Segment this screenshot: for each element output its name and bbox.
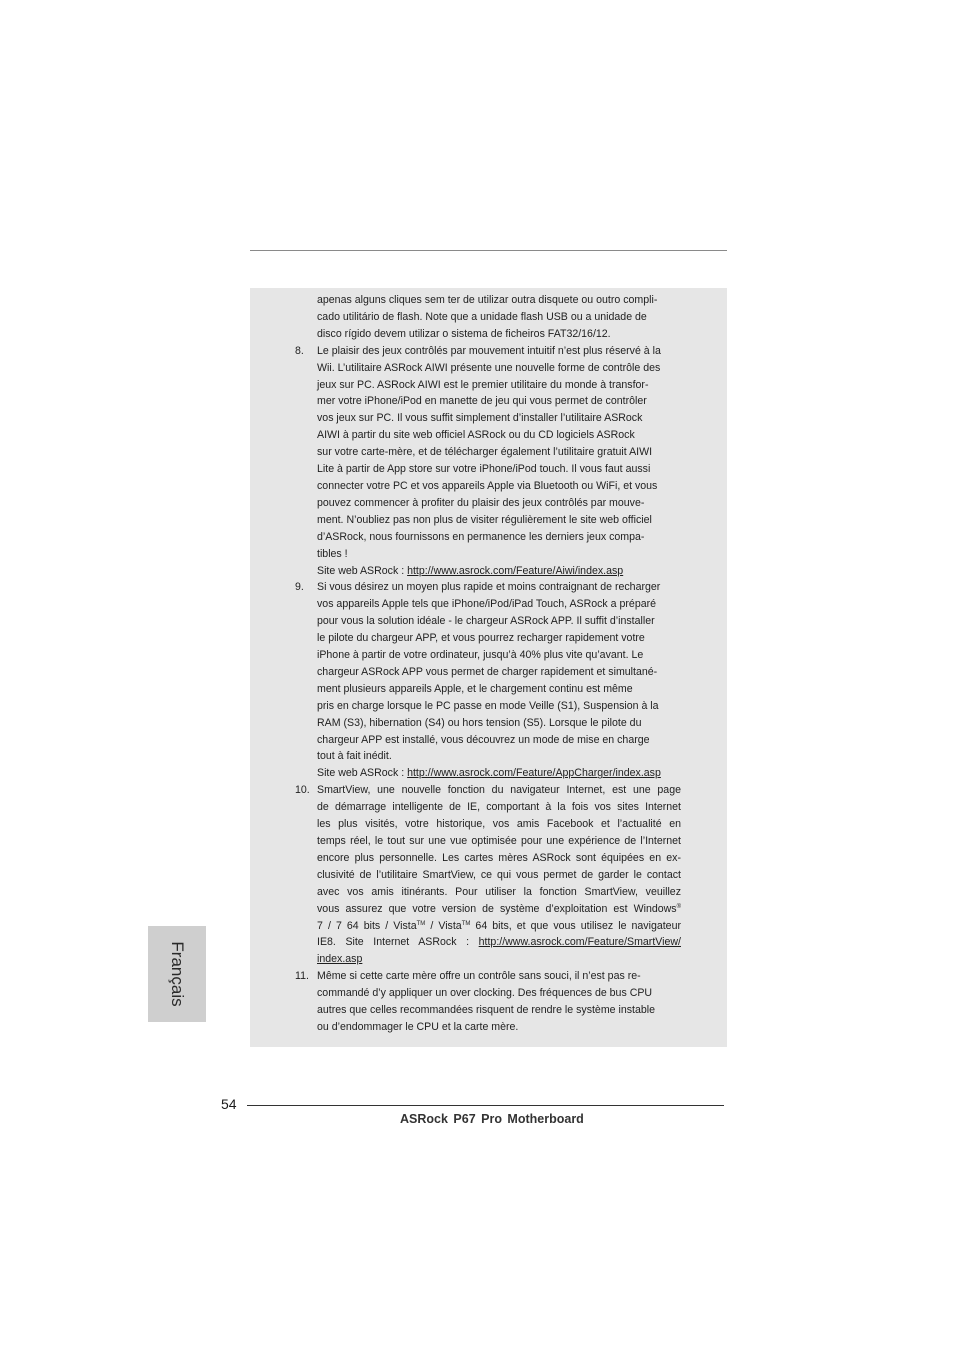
language-side-tab bbox=[148, 926, 206, 1022]
text-line: autres que celles recommandées risquent de rendre le système instable bbox=[317, 1004, 656, 1017]
text-line: sur votre carte-mère, et de télécharger également l’utilitaire gratuit AIWI bbox=[317, 446, 653, 459]
text-line bbox=[317, 901, 681, 918]
site-label: IE8. Site Internet ASRock : bbox=[317, 936, 479, 949]
text-line bbox=[317, 934, 681, 951]
text-line: tibles ! bbox=[317, 547, 348, 560]
text-line: pris en charge lorsque le PC passe en mode Veille (S1), Suspension à la bbox=[317, 699, 659, 712]
text-line: chargeur APP est installé, vous découvrez un mode de mise en charge bbox=[317, 733, 650, 746]
item-number: 9. bbox=[295, 581, 304, 594]
text-line: tout à fait inédit. bbox=[317, 750, 392, 763]
appcharger-link[interactable]: http://www.asrock.com/Feature/AppCharger/index.asp bbox=[407, 767, 661, 780]
aiwi-link[interactable]: http://www.asrock.com/Feature/Aiwi/index.asp bbox=[407, 564, 624, 577]
text-line: temps réel, le tout sur une vue optimisée pour une expérience de l’Internet bbox=[317, 835, 681, 847]
text-line: AIWI à partir du site web officiel ASRock ou du CD logiciels ASRock bbox=[317, 429, 635, 442]
content-panel bbox=[250, 288, 727, 1047]
text-line: pour vous la solution idéale - le chargeur ASRock APP. Il suffit d’installer bbox=[317, 615, 655, 628]
text-line: Lite à partir de App store sur votre iPhone/iPod touch. Il vous faut aussi bbox=[317, 463, 651, 476]
text-line: connecter votre PC et vos appareils Apple via Bluetooth ou WiFi, et vous bbox=[317, 479, 658, 492]
language-label: Français bbox=[168, 941, 187, 1007]
text-line: apenas alguns cliques sem ter de utilizar outra disquete ou outro compli- bbox=[317, 294, 658, 306]
text-line: jeux sur PC. ASRock AIWI est le premier utilitaire du monde à transfor- bbox=[317, 378, 649, 391]
vista-text-c: 64 bits, et que vous utilisez le navigateur bbox=[470, 919, 681, 932]
list-item-9 bbox=[250, 579, 681, 765]
text-line: Si vous désirez un moyen plus rapide et moins contraignant de recharger bbox=[317, 581, 661, 594]
text-line: ou d’endommager le CPU et la carte mère. bbox=[317, 1020, 519, 1033]
trademark-mark: TM bbox=[461, 920, 471, 927]
item-number: 10. bbox=[295, 784, 310, 797]
text-line: SmartView, une nouvelle fonction du navigateur Internet, est une page bbox=[317, 784, 681, 797]
text-line: encore plus personnelle. Les cartes mères ASRock sont équipées en ex- bbox=[317, 851, 681, 864]
text-line: cado utilitário de flash. Note que a unidade flash USB ou a unidade de bbox=[317, 310, 647, 323]
text-line: d’ASRock, nous fournissons en permanence les derniers jeux compa- bbox=[317, 530, 645, 543]
text-line: le pilote du chargeur APP, et vous pourrez recharger rapidement votre bbox=[317, 632, 645, 645]
vista-text-a: 7 / 7 64 bits / Vista bbox=[317, 919, 417, 932]
list-item-11 bbox=[250, 968, 681, 1036]
vista-text-b: / Vista bbox=[425, 919, 462, 932]
text-line: Wii. L’utilitaire ASRock AIWI présente une nouvelle forme de contrôle des bbox=[317, 361, 661, 374]
registered-mark: ® bbox=[676, 903, 681, 910]
intro-paragraph bbox=[317, 292, 681, 343]
text-line: iPhone à partir de votre ordinateur, jusqu’à 40% plus vite qu’avant. Le bbox=[317, 649, 644, 662]
page-number: 54 bbox=[221, 1096, 237, 1112]
text-line: mer votre iPhone/iPod en manette de jeu qui vous permet de contrôler bbox=[317, 395, 647, 408]
text-line: vos jeux sur PC. Il vous suffit simplement d’installer l’utilitaire ASRock bbox=[317, 412, 643, 425]
text-line: ment. N’oubliez pas non plus de visiter régulièrement le site web officiel bbox=[317, 513, 652, 526]
text-line: disco rígido devem utilizar o sistema de ficheiros FAT32/16/12. bbox=[317, 327, 611, 340]
footer-title: ASRock P67 Pro Motherboard bbox=[400, 1112, 584, 1126]
top-divider bbox=[250, 250, 727, 251]
text-line bbox=[317, 951, 681, 968]
footer-divider bbox=[247, 1105, 724, 1106]
trademark-mark: TM bbox=[416, 920, 426, 927]
text-line: les plus visités, votre historique, vos amis Facebook et l’actualité en bbox=[317, 818, 681, 831]
text-line: Même si cette carte mère offre un contrôle sans souci, il n’est pas re- bbox=[317, 970, 641, 983]
text-line: ment plusieurs appareils Apple, et le chargement continu est même bbox=[317, 682, 633, 695]
text-line: avec vos amis itinérants. Pour utiliser la fonction SmartView, veuillez bbox=[317, 885, 681, 898]
text-line: chargeur ASRock APP vous permet de charger rapidement et simultané- bbox=[317, 665, 658, 678]
site-label: Site web ASRock : bbox=[317, 564, 408, 577]
list-item-10 bbox=[250, 782, 681, 968]
text-line bbox=[317, 918, 681, 935]
smartview-link-continued[interactable]: index.asp bbox=[317, 953, 363, 966]
text-line: RAM (S3), hibernation (S4) ou hors tension (S5). Lorsque le pilote du bbox=[317, 716, 642, 729]
windows-line-text: vous assurez que votre version de système d’exploitation est Windows bbox=[317, 902, 677, 915]
text-line: de démarrage intelligente de IE, comportant à la fois vos sites Internet bbox=[317, 801, 681, 814]
site-label: Site web ASRock : bbox=[317, 767, 408, 780]
text-line: clusivité de l’utilitaire SmartView, ce qui vous permet de garder le contact bbox=[317, 868, 681, 881]
item-number: 8. bbox=[295, 344, 304, 357]
text-line: Le plaisir des jeux contrôlés par mouvement intuitif n’est plus réservé à la bbox=[317, 344, 661, 357]
aiwi-site-line bbox=[317, 563, 681, 580]
appcharger-site-line bbox=[317, 765, 681, 782]
smartview-link[interactable]: http://www.asrock.com/Feature/SmartView/ bbox=[478, 936, 681, 949]
text-line: pouvez commencer à profiter du plaisir des jeux contrôlés par mouve- bbox=[317, 496, 645, 509]
list-item-8 bbox=[250, 343, 681, 563]
item-number: 11. bbox=[295, 970, 309, 983]
text-line: vos appareils Apple tels que iPhone/iPod/iPad Touch, ASRock a préparé bbox=[317, 598, 657, 611]
text-line: commandé d’y appliquer un over clocking. Des fréquences de bus CPU bbox=[317, 987, 653, 1000]
